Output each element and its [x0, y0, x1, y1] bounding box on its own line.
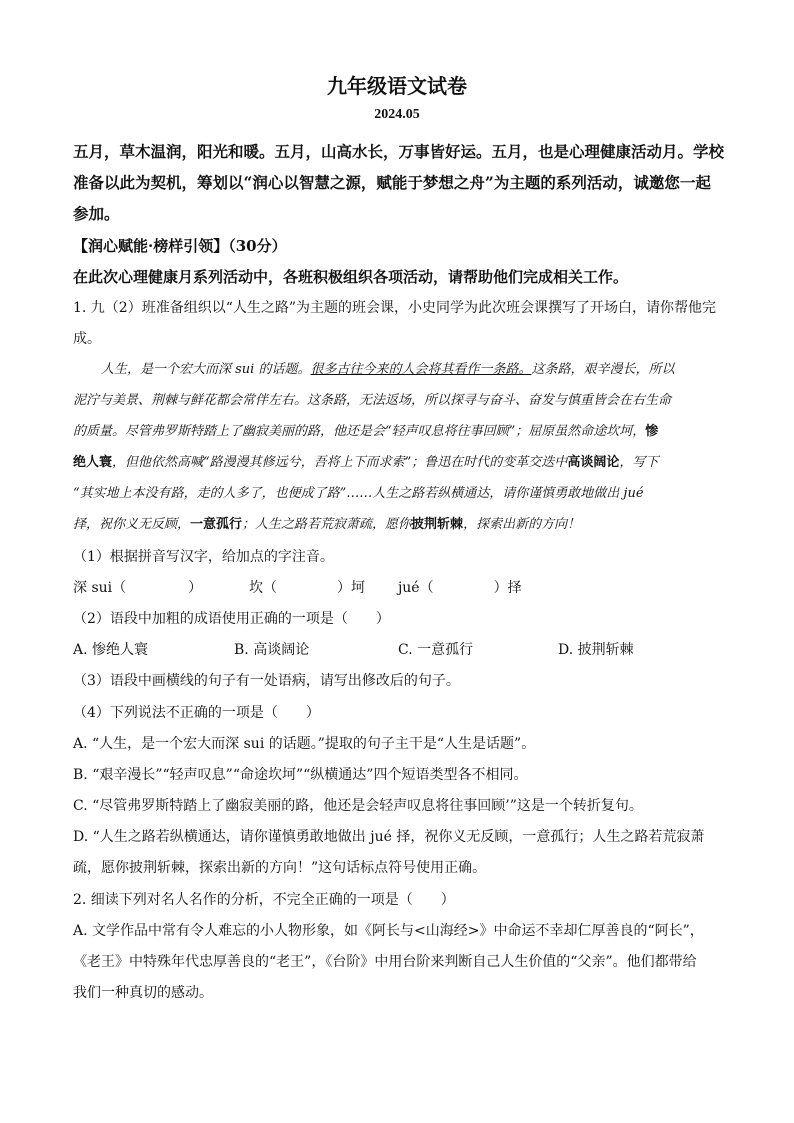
bold-idiom: 绝人寰	[73, 455, 113, 470]
intro-paragraph: 五月，草木温润，阳光和暖。五月，山高水长，万事皆好运。五月，也是心理健康活动月。学校准备以此为契机，筹划以“润心以智慧之源，赋能于梦想之舟”为主题的系列活动，诚邀您一起参加。	[73, 142, 725, 223]
section-description: 在此次心理健康月系列活动中，各班积极组织各项活动，请帮助他们完成相关工作。	[73, 268, 629, 286]
passage-text: 人生，是一个宏大而深 sui 的话题。	[101, 362, 311, 377]
exam-title: 九年级语文试卷	[327, 74, 467, 98]
exam-date: 2024.05	[374, 107, 420, 122]
sub4-option-c[interactable]: C. “尽管弗罗斯特踏上了幽寂美丽的路，他还是会轻声叹息将往事回顾’”这是一个转折复句。	[73, 798, 643, 814]
bold-idiom: 一意孤行	[190, 517, 243, 532]
option-c[interactable]: C. 一意孤行	[398, 642, 474, 658]
passage-text: ，写下	[619, 455, 659, 470]
sub4-option-d-cont: 疏，愿你披荆斩棘，探索出新的方向！”这句话标点符号使用正确。	[73, 860, 487, 876]
passage-text: 择，祝你义无反顾，	[73, 517, 191, 532]
bold-idiom: 高谈阔论	[567, 455, 620, 470]
passage-line-1	[101, 358, 675, 377]
blank-c-close: ）择	[493, 580, 522, 596]
blank-c-label: jué（	[397, 580, 434, 596]
passage-line-3	[73, 420, 658, 439]
subquestion-2: （2）语段中加粗的成语使用正确的一项是（ ）	[73, 611, 390, 627]
sub4-option-d[interactable]: D. “人生之路若纵横通达，请你谨慎勇敢地做出 jué 择，祝你义无反顾，一意孤行；人生之路若荒寂萧	[73, 829, 705, 845]
passage-line-4	[73, 451, 658, 470]
passage-text: ，但他依然高喊“路漫漫其修远兮，吾将上下而求索”；鲁迅在时代的变革交迭中	[112, 455, 568, 470]
q2-option-a-cont: 我们一种真切的感动。	[73, 985, 213, 1001]
blank-a-label: 深 sui（	[73, 580, 127, 596]
passage-text: ；人生之路若荒寂萧疏，愿你	[242, 517, 412, 532]
passage-text: 的质量。尽管弗罗斯特踏上了幽寂美丽的路，他还是会“轻声叹息将往事回顾”；屈原虽然命途坎坷，	[73, 424, 646, 439]
option-d[interactable]: D. 披荆斩棘	[558, 642, 634, 658]
question-1-stem-cont: 成。	[73, 331, 101, 347]
passage-line-2: 泥泞与美景、荆棘与鲜花都会常伴左右。这条路，无法返场，所以探寻与奋斗、奋发与慎重皆会在右生命	[73, 393, 672, 408]
option-b[interactable]: B. 高谈阔论	[234, 642, 310, 658]
subquestion-1: （1）根据拼音写汉字，给加点的字注音。	[73, 549, 334, 565]
question-2-stem: 2. 细读下列对名人名作的分析，不完全正确的一项是（ ）	[73, 892, 455, 908]
sub4-option-b[interactable]: B. “艰辛漫长”“轻声叹息”“命途坎坷”“纵横通达”四个短语类型各不相同。	[73, 767, 528, 783]
passage-text: 这条路，艰辛漫长，所以	[531, 362, 675, 377]
subquestion-4: （4）下列说法不正确的一项是（ ）	[73, 705, 320, 721]
blank-b-label: 坎（	[249, 580, 278, 596]
passage-line-5: “其实地上本没有路，走的人多了，也便成了路”……人生之路若纵横通达，请你谨慎勇敢地做出 jué	[73, 486, 644, 501]
pinyin-blanks-row	[73, 577, 522, 597]
q2-option-a[interactable]: A. 文学作品中常有令人难忘的小人物形象，如《阿长与<山海经>》中命运不幸却仁厚善良的“阿长”，	[73, 923, 704, 939]
passage-text: ，探索出新的方向！	[463, 517, 581, 532]
section-title: 【润心赋能·榜样引领】（30分）	[73, 237, 287, 255]
blank-b-close: ）坷	[337, 580, 366, 596]
sub4-option-a[interactable]: A. “人生，是一个宏大而深 sui 的话题。”提取的句子主干是“人生是话题”。	[73, 736, 536, 752]
passage-line-6	[73, 513, 580, 532]
bold-idiom-part: 惨	[645, 424, 659, 439]
question-1-stem: 1. 九（2）班准备组织以“人生之路”为主题的班会课，小史同学为此次班会课撰写了开场白，请你帮他完	[73, 300, 717, 316]
q2-option-a-cont: 《老王》中特殊年代忠厚善良的“老王”，《台阶》中用台阶来判断自己人生价值的“父亲”。他们都带给	[73, 954, 697, 970]
underlined-sentence: 很多古往今来的人会将其看作一条路。	[310, 362, 532, 377]
subquestion-3: （3）语段中画横线的句子有一处语病，请写出修改后的句子。	[73, 673, 460, 689]
option-a[interactable]: A. 惨绝人寰	[73, 642, 149, 658]
bold-idiom: 披荆斩棘	[411, 517, 464, 532]
blank-a-close: ）	[188, 580, 203, 596]
